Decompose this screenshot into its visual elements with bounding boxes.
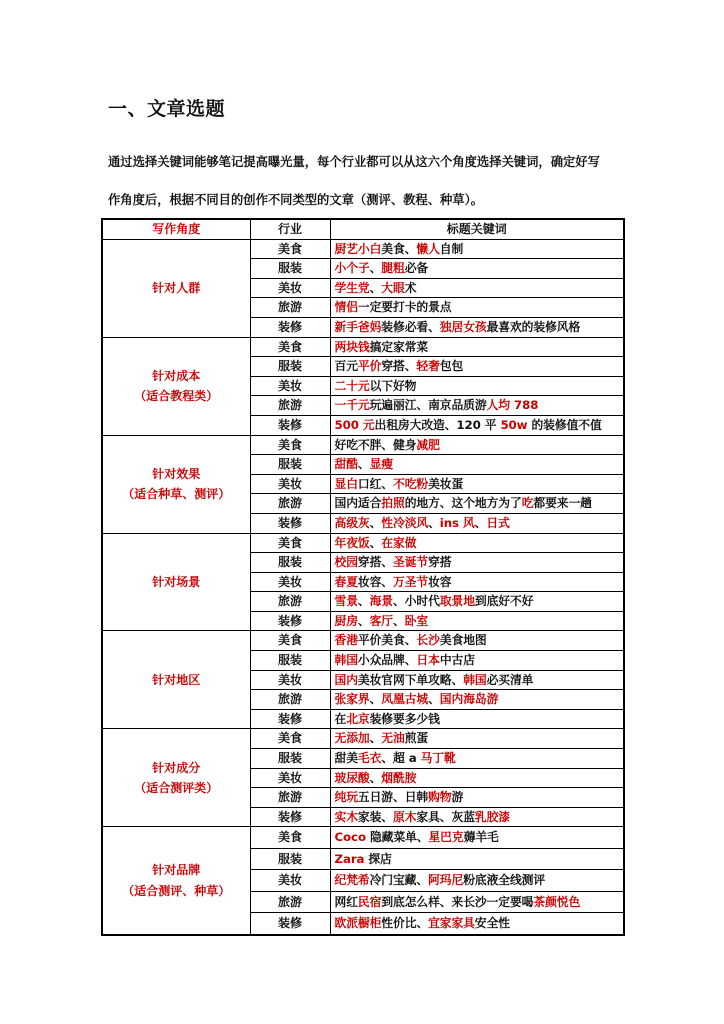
keyword-highlight: 性冷淡风	[381, 515, 429, 530]
keyword-cell	[330, 788, 624, 808]
industry-cell: 旅游	[250, 891, 330, 913]
keyword-text: 在	[334, 711, 347, 726]
keyword-text: 美妆蛋	[428, 476, 464, 491]
keyword-text: 装修必看、	[381, 319, 440, 334]
keyword-text: 穿搭、	[381, 359, 417, 374]
keyword-highlight: 国内海岛游	[439, 692, 499, 707]
keyword-text: 最喜欢的装修风格	[486, 319, 581, 334]
keyword-highlight: 小个子	[334, 261, 370, 276]
keyword-text: 家具、灰蓝	[416, 809, 475, 824]
table-row	[102, 337, 624, 357]
keyword-text: 、	[357, 594, 370, 609]
keyword-text: 、	[369, 535, 382, 550]
keyword-text: 甜美	[334, 751, 358, 766]
table-header-row	[102, 219, 624, 239]
keyword-cell	[330, 729, 624, 749]
keyword-text: 的装修值不值	[527, 417, 602, 432]
keyword-highlight: 拍照	[381, 496, 405, 511]
writing-angle-cell	[102, 631, 250, 729]
keyword-cell	[330, 670, 624, 690]
keyword-text: 出租房大改造、120 平	[374, 417, 501, 432]
keyword-highlight: 购物	[428, 790, 452, 805]
keyword-cell	[330, 807, 624, 827]
keyword-text: 家装、	[357, 809, 393, 824]
keyword-highlight: 人均 788	[486, 398, 539, 413]
keyword-text: 平价美食、	[357, 633, 417, 648]
keyword-cell	[330, 317, 624, 337]
keyword-highlight: 在家做	[381, 535, 417, 550]
keyword-text: 游	[451, 790, 464, 805]
keyword-highlight: 雪景	[334, 594, 358, 609]
angle-line: 针对地区	[152, 672, 201, 687]
keyword-cell	[330, 913, 624, 935]
industry-cell: 服装	[250, 651, 330, 671]
angle-line: 针对场景	[152, 574, 201, 589]
keyword-text: 、	[357, 457, 370, 472]
header-keyword: 标题关键词	[330, 219, 624, 239]
keyword-highlight: 轻奢	[416, 359, 440, 374]
industry-cell: 美妆	[250, 768, 330, 788]
keyword-cell	[330, 651, 624, 671]
table-row	[102, 435, 624, 455]
keyword-text: 美食、	[381, 241, 417, 256]
keyword-highlight: 腿粗	[381, 261, 405, 276]
keyword-text: 性价比、	[381, 916, 429, 931]
angle-line: 针对成本	[152, 369, 201, 384]
keyword-cell	[330, 870, 624, 892]
keyword-text: 、超 a	[381, 751, 421, 766]
keyword-cell	[330, 611, 624, 631]
keyword-cell	[330, 259, 624, 279]
keyword-highlight: 不吃粉	[393, 476, 429, 491]
keyword-cell	[330, 768, 624, 788]
keyword-text: 隐藏菜单、	[365, 830, 429, 845]
keyword-highlight: 大眼	[381, 280, 405, 295]
keyword-cell	[330, 631, 624, 651]
intro-text-line-2: 作角度后，根据不同目的创作不同类型的文章（测评、教程、种草）。	[108, 193, 484, 207]
keyword-highlight: 高级灰	[334, 515, 370, 530]
keyword-cell	[330, 435, 624, 455]
keyword-text: 穿搭、	[357, 555, 393, 570]
keyword-cell	[330, 513, 624, 533]
industry-cell: 装修	[250, 611, 330, 631]
keyword-table	[101, 218, 625, 936]
writing-angle-cell	[102, 533, 250, 631]
keyword-cell	[330, 553, 624, 573]
keyword-text: 到底怎么样、来长沙一定要喝	[381, 894, 534, 909]
table-row	[102, 729, 624, 749]
writing-angle-cell	[102, 239, 250, 337]
keyword-text: 国内适合	[334, 496, 382, 511]
keyword-highlight: 二十元	[334, 378, 370, 393]
keyword-text: 百元	[334, 359, 358, 374]
keyword-highlight: 日本	[416, 653, 440, 668]
keyword-cell	[330, 337, 624, 357]
industry-cell: 装修	[250, 513, 330, 533]
intro-text-line-1: 通过选择关键词能够笔记提高曝光量，每个行业都可以从这六个角度选择关键词，确定好写	[108, 155, 600, 169]
industry-cell: 美妆	[250, 474, 330, 494]
industry-cell: 服装	[250, 357, 330, 377]
keyword-highlight: 厨艺小白	[334, 241, 382, 256]
industry-cell: 美食	[250, 337, 330, 357]
keyword-text: 、	[393, 613, 405, 628]
keyword-highlight: 民宿	[357, 894, 382, 909]
keyword-text: 、	[369, 280, 382, 295]
angle-line: （适合教程类）	[134, 389, 219, 404]
keyword-text: 美食地图	[439, 633, 487, 648]
keyword-highlight: 香港	[334, 633, 358, 648]
industry-cell: 美食	[250, 239, 330, 259]
keyword-highlight: 海景	[369, 594, 394, 609]
keyword-highlight: 校园	[334, 555, 358, 570]
keyword-text: 探店	[364, 851, 392, 866]
table-row	[102, 533, 624, 553]
keyword-text: 、小时代	[393, 594, 440, 609]
keyword-cell	[330, 848, 624, 870]
industry-cell: 美妆	[250, 670, 330, 690]
industry-cell: 美食	[250, 533, 330, 553]
industry-cell: 服装	[250, 848, 330, 870]
keyword-cell	[330, 278, 624, 298]
table-body	[102, 239, 624, 935]
keyword-text: 一定要打卡的景点	[357, 300, 452, 315]
industry-cell: 美食	[250, 435, 330, 455]
industry-cell: 服装	[250, 749, 330, 769]
angle-line: 针对效果	[152, 467, 201, 482]
keyword-cell	[330, 396, 624, 416]
keyword-cell	[330, 474, 624, 494]
keyword-text: 、	[428, 692, 440, 707]
industry-cell: 旅游	[250, 494, 330, 514]
keyword-cell	[330, 455, 624, 475]
keyword-highlight: 50w	[500, 417, 528, 432]
keyword-highlight: 春夏	[334, 574, 358, 589]
keyword-highlight: 欧派橱柜	[334, 916, 382, 931]
keyword-text: 口红、	[357, 476, 393, 491]
keyword-highlight: 马丁靴	[420, 751, 456, 766]
keyword-cell	[330, 376, 624, 396]
keyword-highlight: 两块钱	[334, 339, 370, 354]
industry-cell: 美妆	[250, 572, 330, 592]
keyword-highlight: 张家界	[334, 692, 370, 707]
keyword-text: 网红	[334, 894, 358, 909]
industry-cell: 旅游	[250, 690, 330, 710]
keyword-highlight: 圣诞节	[393, 555, 429, 570]
industry-cell: 旅游	[250, 592, 330, 612]
keyword-cell	[330, 690, 624, 710]
angle-line: 针对成分	[152, 760, 201, 775]
keyword-cell	[330, 533, 624, 553]
keyword-cell	[330, 827, 624, 849]
keyword-highlight: 取景地	[439, 594, 475, 609]
keyword-highlight: 宜家家具	[428, 916, 475, 931]
keyword-highlight: 长沙	[416, 633, 440, 648]
keyword-text: 穿搭	[428, 555, 452, 570]
keyword-highlight: 国内	[334, 672, 358, 687]
keyword-highlight: 客厅	[369, 613, 394, 628]
industry-cell: 旅游	[250, 788, 330, 808]
keyword-text: 、	[369, 770, 382, 785]
section-heading: 一、文章选题	[108, 98, 226, 120]
writing-angle-cell	[102, 337, 250, 435]
keyword-highlight: 日式	[486, 515, 510, 530]
keyword-highlight: 阿玛尼	[428, 873, 464, 888]
keyword-cell	[330, 592, 624, 612]
industry-cell: 服装	[250, 455, 330, 475]
keyword-text: 、健身	[381, 437, 417, 452]
keyword-highlight: 凤凰古城	[381, 692, 429, 707]
keyword-text: 薅羊毛	[463, 830, 499, 845]
keyword-highlight: 北京	[346, 711, 370, 726]
keyword-text: 、	[369, 731, 382, 746]
keyword-cell	[330, 357, 624, 377]
keyword-text: 玩遍丽江、南京品质游	[369, 398, 487, 413]
keyword-highlight: 独居女孩	[439, 319, 487, 334]
keyword-text: 术	[404, 280, 417, 295]
keyword-text: 必买清单	[486, 672, 534, 687]
keyword-text: 搞定家常菜	[369, 339, 429, 354]
industry-cell: 美妆	[250, 870, 330, 892]
keyword-text: 、	[369, 515, 382, 530]
keyword-text: 美妆官网下单攻略、	[357, 672, 464, 687]
keyword-text: 自制	[439, 241, 464, 256]
keyword-highlight: 卧室	[404, 613, 429, 628]
keyword-highlight: Zara	[334, 851, 365, 866]
keyword-highlight: 年夜饭	[334, 535, 370, 550]
keyword-highlight: 显白	[334, 476, 358, 491]
angle-line: （适合测评、种草）	[122, 883, 231, 898]
keyword-text: 煎蛋	[404, 731, 429, 746]
keyword-text: 包包	[439, 359, 464, 374]
keyword-highlight: 情侣	[334, 300, 358, 315]
keyword-highlight: 毛衣	[357, 751, 382, 766]
keyword-cell	[330, 298, 624, 318]
keyword-highlight: ins 风	[439, 515, 475, 530]
keyword-text: 、	[357, 613, 370, 628]
table-row	[102, 827, 624, 849]
industry-cell: 服装	[250, 553, 330, 573]
keyword-highlight: 星巴克	[428, 830, 464, 845]
keyword-text: 装修要多少钱	[369, 711, 440, 726]
keyword-cell	[330, 494, 624, 514]
angle-line: 针对人群	[152, 281, 201, 296]
keyword-highlight: 500 元	[334, 417, 375, 432]
keyword-text: 小众品牌、	[357, 653, 417, 668]
keyword-text: 五日游、日韩	[357, 790, 429, 805]
keyword-text: 粉底液全线测评	[463, 873, 546, 888]
keyword-text: 到底好不好	[474, 594, 534, 609]
keyword-highlight: 减肥	[416, 437, 440, 452]
angle-line: （适合种草、测评）	[122, 487, 231, 502]
keyword-text: 妆容、	[357, 574, 393, 589]
keyword-cell	[330, 572, 624, 592]
industry-cell: 装修	[250, 415, 330, 435]
writing-angle-cell	[102, 729, 250, 827]
angle-line: 针对品牌	[152, 863, 201, 878]
keyword-cell	[330, 749, 624, 769]
keyword-text: 、	[428, 515, 440, 530]
writing-angle-cell	[102, 435, 250, 533]
keyword-highlight: 无添加	[334, 731, 370, 746]
industry-cell: 旅游	[250, 396, 330, 416]
industry-cell: 美食	[250, 729, 330, 749]
keyword-highlight: 纯玩	[334, 790, 358, 805]
keyword-text: 妆容	[428, 574, 452, 589]
table-row	[102, 631, 624, 651]
keyword-text: 的地方、这个地方为了	[404, 496, 522, 511]
keyword-highlight: 新手爸妈	[334, 319, 382, 334]
industry-cell: 旅游	[250, 298, 330, 318]
header-industry: 行业	[250, 219, 330, 239]
angle-line: （适合测评类）	[134, 780, 219, 795]
industry-cell: 装修	[250, 913, 330, 935]
keyword-text: 都要来一趟	[533, 496, 592, 511]
keyword-highlight: 万圣节	[393, 574, 429, 589]
keyword-text: 、	[369, 261, 382, 276]
keyword-highlight: 茶颜悦色	[533, 894, 581, 909]
keyword-highlight: 原木	[393, 809, 417, 824]
keyword-text: 好吃不胖	[334, 437, 382, 452]
industry-cell: 装修	[250, 317, 330, 337]
header-angle: 写作角度	[102, 219, 250, 239]
keyword-highlight: 平价	[357, 359, 382, 374]
keyword-text: 、	[369, 692, 382, 707]
keyword-highlight: 厨房	[334, 613, 358, 628]
industry-cell: 美妆	[250, 376, 330, 396]
industry-cell: 美妆	[250, 278, 330, 298]
writing-angle-cell	[102, 827, 250, 935]
keyword-highlight: 无油	[381, 731, 405, 746]
keyword-highlight: 显瘦	[369, 457, 394, 472]
keyword-cell	[330, 239, 624, 259]
keyword-text: 、	[474, 515, 487, 530]
keyword-highlight: 烟酰胺	[381, 770, 417, 785]
keyword-highlight: 韩国	[334, 653, 358, 668]
keyword-highlight: 甜酷	[334, 457, 358, 472]
keyword-highlight: 懒人	[416, 241, 440, 256]
keyword-cell	[330, 891, 624, 913]
keyword-cell	[330, 709, 624, 729]
industry-cell: 美食	[250, 631, 330, 651]
keyword-highlight: 玻尿酸	[334, 770, 370, 785]
table-row	[102, 239, 624, 259]
keyword-text: 安全性	[474, 916, 510, 931]
keyword-cell	[330, 415, 624, 435]
keyword-highlight: 吃	[521, 496, 534, 511]
keyword-text: 冷门宝藏、	[369, 873, 429, 888]
keyword-highlight: 韩国	[463, 672, 487, 687]
keyword-text: 以下好物	[369, 378, 417, 393]
keyword-highlight: 一千元	[334, 398, 370, 413]
keyword-highlight: 实木	[334, 809, 358, 824]
keyword-text: 中古店	[439, 653, 475, 668]
keyword-highlight: 学生党	[334, 280, 370, 295]
industry-cell: 服装	[250, 259, 330, 279]
keyword-highlight: Coco	[334, 830, 366, 845]
industry-cell: 装修	[250, 709, 330, 729]
keyword-highlight: 纪梵希	[334, 873, 370, 888]
keyword-highlight: 乳胶漆	[474, 809, 510, 824]
industry-cell: 美食	[250, 827, 330, 849]
keyword-text: 必备	[404, 261, 429, 276]
industry-cell: 装修	[250, 807, 330, 827]
